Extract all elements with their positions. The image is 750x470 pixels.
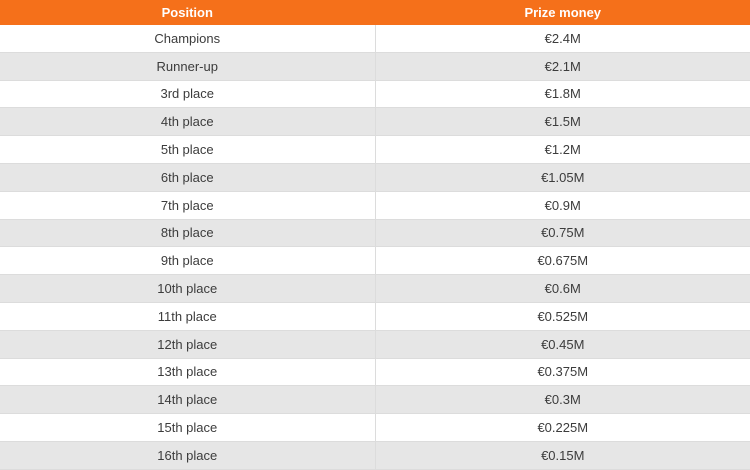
cell-position: Champions — [0, 25, 375, 52]
cell-prize: €0.15M — [375, 441, 750, 469]
table-row — [0, 163, 750, 191]
table-row — [0, 136, 750, 164]
cell-position: 6th place — [0, 163, 375, 191]
table-row — [0, 247, 750, 275]
cell-prize: €2.1M — [375, 52, 750, 80]
cell-position: 13th place — [0, 358, 375, 386]
cell-prize: €1.2M — [375, 136, 750, 164]
cell-position: 11th place — [0, 302, 375, 330]
table-row — [0, 386, 750, 414]
cell-position: 7th place — [0, 191, 375, 219]
table-row — [0, 52, 750, 80]
table-row — [0, 302, 750, 330]
cell-position: 5th place — [0, 136, 375, 164]
table-row — [0, 191, 750, 219]
cell-prize: €1.05M — [375, 163, 750, 191]
table-row — [0, 25, 750, 52]
cell-position: 14th place — [0, 386, 375, 414]
cell-prize: €0.225M — [375, 414, 750, 442]
table-body — [0, 25, 750, 469]
column-header-prize-money: Prize money — [375, 0, 750, 25]
cell-prize: €0.3M — [375, 386, 750, 414]
cell-prize: €1.8M — [375, 80, 750, 108]
table-row — [0, 414, 750, 442]
cell-position: 4th place — [0, 108, 375, 136]
table-row — [0, 275, 750, 303]
table-row — [0, 330, 750, 358]
cell-prize: €0.375M — [375, 358, 750, 386]
cell-position: 16th place — [0, 441, 375, 469]
cell-prize: €0.45M — [375, 330, 750, 358]
table-header-row — [0, 0, 750, 25]
cell-prize: €0.9M — [375, 191, 750, 219]
table-row — [0, 441, 750, 469]
table-row — [0, 108, 750, 136]
cell-position: Runner-up — [0, 52, 375, 80]
cell-position: 8th place — [0, 219, 375, 247]
cell-prize: €0.6M — [375, 275, 750, 303]
cell-position: 12th place — [0, 330, 375, 358]
cell-prize: €0.675M — [375, 247, 750, 275]
table-header — [0, 0, 750, 25]
table-row — [0, 358, 750, 386]
table-row — [0, 219, 750, 247]
cell-position: 3rd place — [0, 80, 375, 108]
cell-prize: €2.4M — [375, 25, 750, 52]
table-row — [0, 80, 750, 108]
cell-prize: €0.75M — [375, 219, 750, 247]
column-header-position: Position — [0, 0, 375, 25]
cell-position: 10th place — [0, 275, 375, 303]
cell-prize: €0.525M — [375, 302, 750, 330]
cell-position: 15th place — [0, 414, 375, 442]
cell-position: 9th place — [0, 247, 375, 275]
cell-prize: €1.5M — [375, 108, 750, 136]
